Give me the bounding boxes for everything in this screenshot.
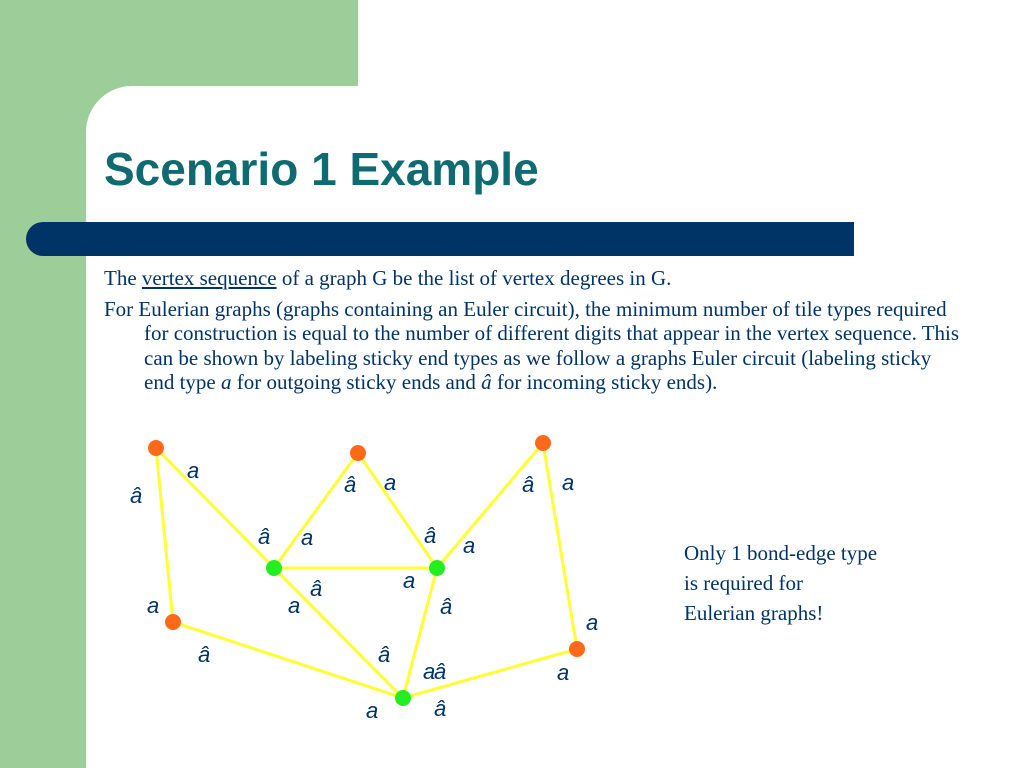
- para1-text-after: of a graph G be the list of vertex degrees in G.: [276, 266, 672, 290]
- sticky-end-label: a: [586, 610, 599, 635]
- term-vertex-sequence: vertex sequence: [141, 266, 277, 290]
- para2-text-3: for incoming sticky ends).: [491, 370, 718, 394]
- graph-vertex: [429, 560, 445, 576]
- sticky-end-label: â: [522, 472, 535, 497]
- sticky-end-label: a: [366, 698, 379, 723]
- sticky-end-label: a: [423, 659, 436, 684]
- graph-vertex: [148, 440, 164, 456]
- note-line: Only 1 bond-edge type: [684, 541, 878, 565]
- para1-text-before: The: [104, 266, 142, 290]
- note-line: is required for: [684, 571, 803, 595]
- sticky-end-label: â: [424, 523, 437, 548]
- symbol-a-hat: â: [481, 370, 492, 394]
- slide-title: Scenario 1 Example: [104, 143, 539, 195]
- sticky-end-labels: [130, 458, 598, 723]
- graph-vertex: [165, 614, 181, 630]
- graph-vertex: [266, 560, 282, 576]
- graph-edge: [156, 448, 274, 568]
- graph-vertex: [569, 641, 585, 657]
- sticky-end-label: a: [557, 660, 570, 685]
- sticky-end-label: a: [562, 470, 575, 495]
- sticky-end-label: â: [434, 659, 447, 684]
- sticky-end-label: â: [130, 483, 143, 508]
- sticky-end-label: â: [344, 472, 357, 497]
- sticky-end-label: a: [288, 593, 301, 618]
- graph-vertex: [395, 690, 411, 706]
- para2-text-2: for outgoing sticky ends and: [231, 370, 482, 394]
- graph-vertex: [535, 435, 551, 451]
- sticky-end-label: â: [310, 576, 323, 601]
- para2-text-1: For Eulerian graphs (graphs containing an Euler circuit), the minimum number of tile types required for construction is equal to the number of different digits that appear in the vertex sequence. This can be shown by labeling sticky end types as we follow a graphs Euler circuit (labeling sticky end type: [104, 296, 960, 394]
- note-line: Eulerian graphs!: [684, 601, 824, 625]
- sticky-end-label: â: [198, 642, 211, 667]
- graph-edge: [358, 453, 437, 568]
- graph-edge: [437, 443, 543, 568]
- graph-edge: [274, 568, 403, 698]
- sticky-end-label: â: [434, 696, 447, 721]
- graph-vertex: [350, 445, 366, 461]
- graph-edge: [274, 453, 358, 568]
- sticky-end-label: a: [403, 568, 416, 593]
- sticky-end-label: a: [463, 533, 476, 558]
- sticky-end-label: â: [440, 594, 453, 619]
- sticky-end-label: â: [378, 642, 391, 667]
- sticky-end-label: a: [187, 458, 200, 483]
- sticky-end-label: â: [258, 524, 271, 549]
- graph-edges: [156, 443, 577, 698]
- sticky-end-label: a: [384, 470, 397, 495]
- sticky-end-label: a: [301, 525, 314, 550]
- sticky-end-label: a: [147, 593, 160, 618]
- symbol-a: a: [220, 370, 232, 394]
